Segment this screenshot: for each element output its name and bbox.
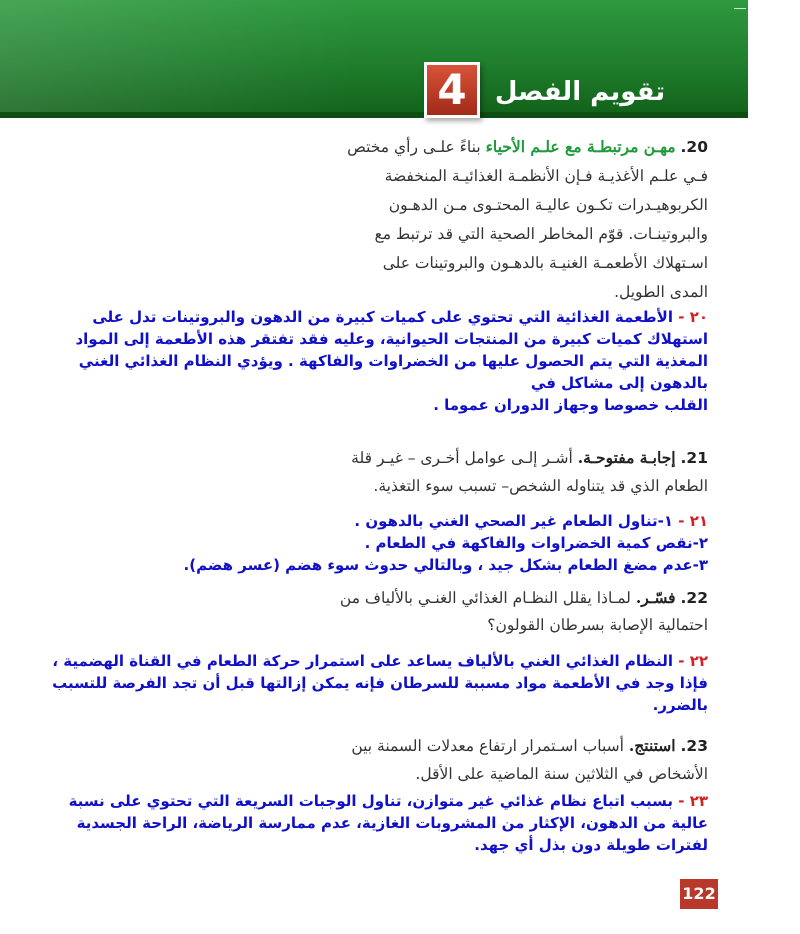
banner-shine <box>0 0 360 118</box>
question-text-line: اسـتهلاك الأطعمـة الغنيـة بالدهـون والبروتينات على <box>382 254 708 272</box>
question-text-line: فـي علـم الأغذيـة فـإن الأنظمـة الغذائيـة المنخفضة <box>384 167 708 185</box>
question-text-line: الطعام الذي قد يتناوله الشخص– تسبب سوء التغذية. <box>373 477 708 495</box>
answer-text-line: عالية من الدهون، الإكثار من المشروبات الغازية، عدم ممارسة الرياضة، الراحة الجسدية <box>76 814 708 832</box>
answer-text-line: النظام الغذائي الغني بالألياف يساعد على استمرار حركة الطعام في القناة الهضمية ، <box>52 652 673 670</box>
chapter-title: تقويم الفصل <box>494 77 666 107</box>
question-text-line: الأشخاص في الثلاثين سنة الماضية على الأقل. <box>415 765 708 783</box>
question-text-line: بناءً علـى رأي مختص <box>347 138 481 156</box>
answer-text-line: الأطعمة الغذائية التي تحتوي على كميات كبيرة من الدهون والبروتينات تدل على <box>92 308 673 326</box>
chapter-banner <box>0 0 748 118</box>
answer-text-line: بالدهون إلى مشاكل في <box>530 374 708 392</box>
answer-text-line: ١-تناول الطعام غير الصحي الغني بالدهون . <box>354 512 673 530</box>
question-number: 22. <box>680 589 708 607</box>
answer-text-line: لفترات طويلة دون بذل أي جهد. <box>474 836 708 854</box>
question-text-line: والبروتينـات. قوّم المخاطر الصحية التي قد ترتبط مع <box>374 225 708 243</box>
answer-text-line: استهلاك كميات كبيرة من المنتجات الحيوانية، وعليه فقد تفتقر هذه الأطعمة إلى المواد <box>75 330 708 348</box>
answer-marker: ٢٢ - <box>678 652 708 670</box>
question-22 <box>268 584 708 639</box>
answer-20 <box>8 306 708 416</box>
question-text-line: المدى الطويل. <box>614 283 708 301</box>
question-text-line: أسباب اسـتمرار ارتفاع معدلات السمنة بين <box>351 737 624 755</box>
question-text-line: لمـاذا يقلل النظـام الغذائي الغنـي بالألياف من <box>339 589 631 607</box>
corner-crop-mark <box>734 8 746 9</box>
answer-marker: ٢٠ - <box>678 308 708 326</box>
chapter-number-badge: 4 <box>424 62 480 118</box>
question-text-line: أشـر إلـى عوامل أخـرى – غيـر قلة <box>351 449 573 467</box>
answer-23 <box>0 790 708 856</box>
question-text-line: الكربوهيـدرات تكـون عاليـة المحتـوى مـن الدهـون <box>388 196 708 214</box>
question-text-line: احتمالية الإصابة بسرطان القولون؟ <box>487 616 708 634</box>
answer-text-line: ٢-نقص كمية الخضراوات والفاكهة في الطعام . <box>364 534 708 552</box>
answer-marker: ٢٣ - <box>678 792 708 810</box>
question-number: 23. <box>680 737 708 755</box>
answer-text-line: بالضرر. <box>652 696 708 714</box>
answer-text-line: ٣-عدم مضغ الطعام بشكل جيد ، وبالتالي حدوث سوء هضم (عسر هضم). <box>183 556 708 574</box>
question-21 <box>268 444 708 500</box>
question-23 <box>268 732 708 788</box>
question-label: استنتج. <box>628 736 676 755</box>
answer-21 <box>8 510 708 576</box>
question-label: إجابـة مفتوحـة. <box>577 448 676 467</box>
question-label: فسّـر. <box>635 588 676 607</box>
answer-marker: ٢١ - <box>678 512 708 530</box>
question-number: 21. <box>680 449 708 467</box>
answer-text-line: فإذا وجد في الأطعمة مواد مسببة للسرطان فإنه يمكن إزالتها قبل أن تجد الفرصة للتسبب <box>52 674 708 692</box>
answer-22 <box>8 650 708 716</box>
question-20 <box>288 132 708 307</box>
answer-text-line: المغذية التي يتم الحصول عليها من الخضراوات والفاكهة . ويؤدي النظام الغذائي الغني <box>78 352 708 370</box>
question-number: 20. <box>680 138 708 156</box>
answer-text-line: بسبب اتباع نظام غذائي غير متوازن، تناول الوجبات السريعة التي تحتوي على نسبة <box>68 792 673 810</box>
page-number: 122 <box>680 879 718 909</box>
answer-text-line: القلب خصوصا وجهاز الدوران عموما . <box>433 396 708 414</box>
question-label: مهـن مرتبطـة مع علـم الأحياء <box>485 137 676 156</box>
